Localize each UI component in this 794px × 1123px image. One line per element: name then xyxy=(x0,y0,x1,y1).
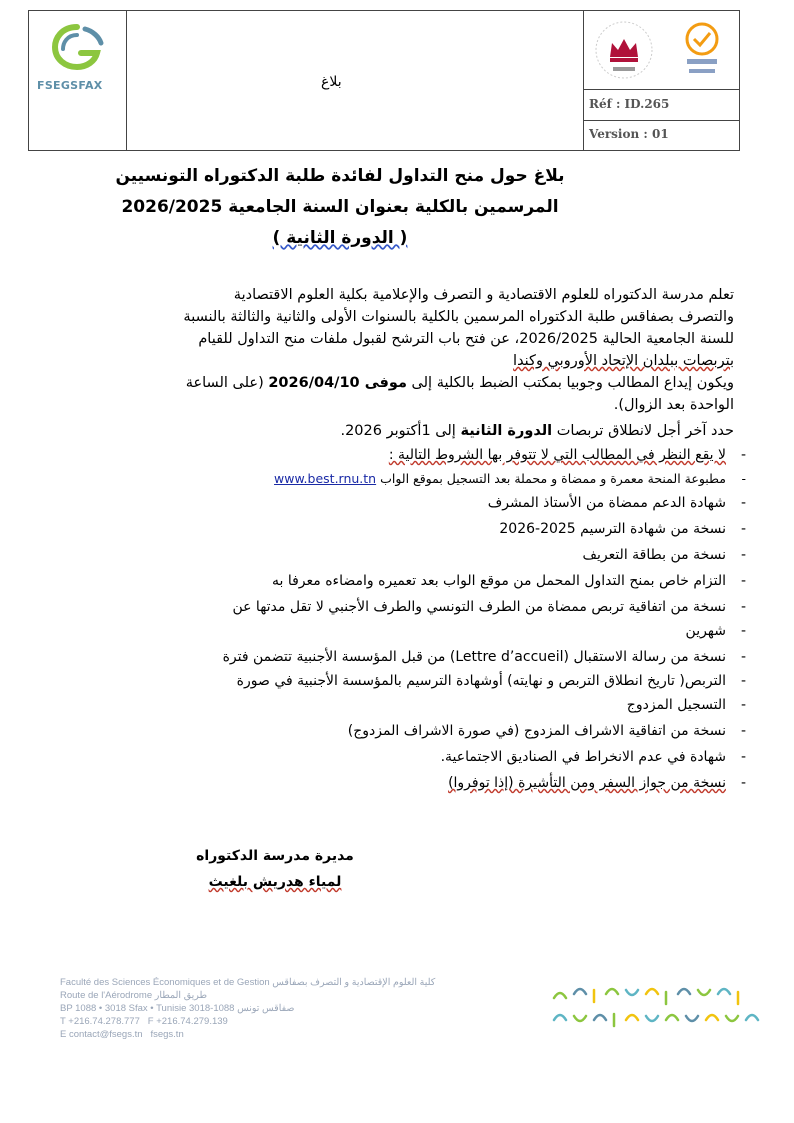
footer-contact xyxy=(60,976,436,1041)
title-line-3: ( الدورة الثانية ) xyxy=(272,228,408,248)
deadline-line-1: ويكون إيداع المطالب وجوبيا بمكتب الضبط بالكلية إلى موفى 2026/04/10 (على الساعة xyxy=(185,375,734,391)
title-cell xyxy=(126,11,584,150)
list-item: - نسخة من رسالة الاستقبال (Lettre d’accueil) من قبل المؤسسة الأجنبية تتضمن فترة xyxy=(66,646,726,668)
document-header xyxy=(28,10,740,151)
intro-line-4: بتربصات ببلدان الإتحاد الأوروبي وكندا xyxy=(513,353,734,369)
intro-line-3: للسنة الجامعية الحالية 2026/2025، عن فتح باب الترشح لقبول ملفات منح التداول للقيام xyxy=(198,331,734,347)
list-item-continuation: - شهرين xyxy=(686,620,726,642)
signatory-name: لمياء هدريش بلغيث xyxy=(208,874,342,890)
footer-line-3: BP 1088 • 3018 Sfax • Tunisie 3018-1088 صفاقس تونس xyxy=(60,1003,295,1014)
list-item: - مطبوعة المنحة معمرة و ممضاة و محملة بعد التسجيل بموقع الواب www.best.rnu.tn xyxy=(96,468,726,490)
version-number: Version : 01 xyxy=(589,127,669,141)
intro-line-1: تعلم مدرسة الدكتوراه للعلوم الاقتصادية و التصرف والإعلامية بكلية العلوم الاقتصادية xyxy=(233,287,734,303)
document-type-label: بلاغ xyxy=(321,74,342,90)
reference-number: Réf : ID.265 xyxy=(589,97,670,111)
crown-seal-icon xyxy=(593,19,655,81)
title-line-2: المرسمين بالكلية بعنوان السنة الجامعية 2026/2025 xyxy=(121,197,559,217)
list-item: - شهادة في عدم الانخراط في الصناديق الاجتماعية. xyxy=(441,746,726,768)
list-item: - نسخة من بطاقة التعريف xyxy=(582,544,726,566)
footer-line-2: Route de l'Aérodrome طريق المطار xyxy=(60,990,208,1001)
title-line-1: بلاغ حول منح التداول لفائدة طلبة الدكتوراه التونسيين xyxy=(115,166,565,186)
version-row xyxy=(583,120,739,150)
list-item: - نسخة من شهادة الترسيم 2025-2026 xyxy=(499,518,726,540)
deadline-line-2: الواحدة بعد الزوال). xyxy=(613,397,734,413)
footer-line-4: T +216.74.278.777 F +216.74.279.139 xyxy=(60,1016,228,1027)
list-item: - شهادة الدعم ممضاة من الأستاذ المشرف xyxy=(488,492,726,514)
seals-row xyxy=(583,11,739,90)
list-item: - التزام خاص بمنح التداول المحمل من موقع الواب بعد تعميره وامضاءه معرفا به xyxy=(272,570,726,592)
certification-cell xyxy=(583,11,739,150)
condition-intro: - لا يقع النظر في المطالب التي لا تتوفر بها الشروط التالية : xyxy=(166,444,726,466)
footer-line-1: Faculté des Sciences Économiques et de Gestion كلية العلوم الإقتصادية و التصرف بصفاقس xyxy=(60,977,436,988)
list-item: - نسخة من اتفاقية الاشراف المزدوج (في صورة الاشراف المزدوج) xyxy=(348,720,726,742)
intro-line-2: والتصرف بصفاقس طلبة الدكتوراه المرسمين بالكلية بالسنوات الأولى والثانية والثالثة بالنسبة xyxy=(183,309,734,325)
session-deadline: حدد آخر أجل لانطلاق تربصات الدورة الثانية إلى 1أكتوبر 2026. xyxy=(340,423,734,439)
list-item: - نسخة من جواز السفر ومن التأشيرة (إذا توفروا) xyxy=(448,772,726,794)
footer-line-5: E contact@fsegs.tn fsegs.tn xyxy=(60,1029,184,1040)
decorative-pattern-icon xyxy=(548,968,768,1038)
list-item-continuation: - التسجيل المزدوج xyxy=(627,694,726,716)
website-link[interactable]: www.best.rnu.tn xyxy=(274,471,377,486)
list-item-continuation: - التربص( تاريخ انطلاق التربص و نهايته) أوشهادة الترسيم بالمؤسسة الأجنبية في صورة xyxy=(66,670,726,692)
signatory-title: مديرة مدرسة الدكتوراه xyxy=(196,848,354,864)
reference-row xyxy=(583,89,739,121)
list-item: - نسخة من اتفاقية تربص ممضاة من الطرف التونسي والطرف الأجنبي لا تقل مدتها عن xyxy=(66,596,726,618)
fseg-logo-icon xyxy=(47,21,107,73)
logo-text: FSEGSFAX xyxy=(37,79,103,92)
logo-cell xyxy=(29,11,127,150)
smq-iso-badge-icon xyxy=(679,19,725,81)
